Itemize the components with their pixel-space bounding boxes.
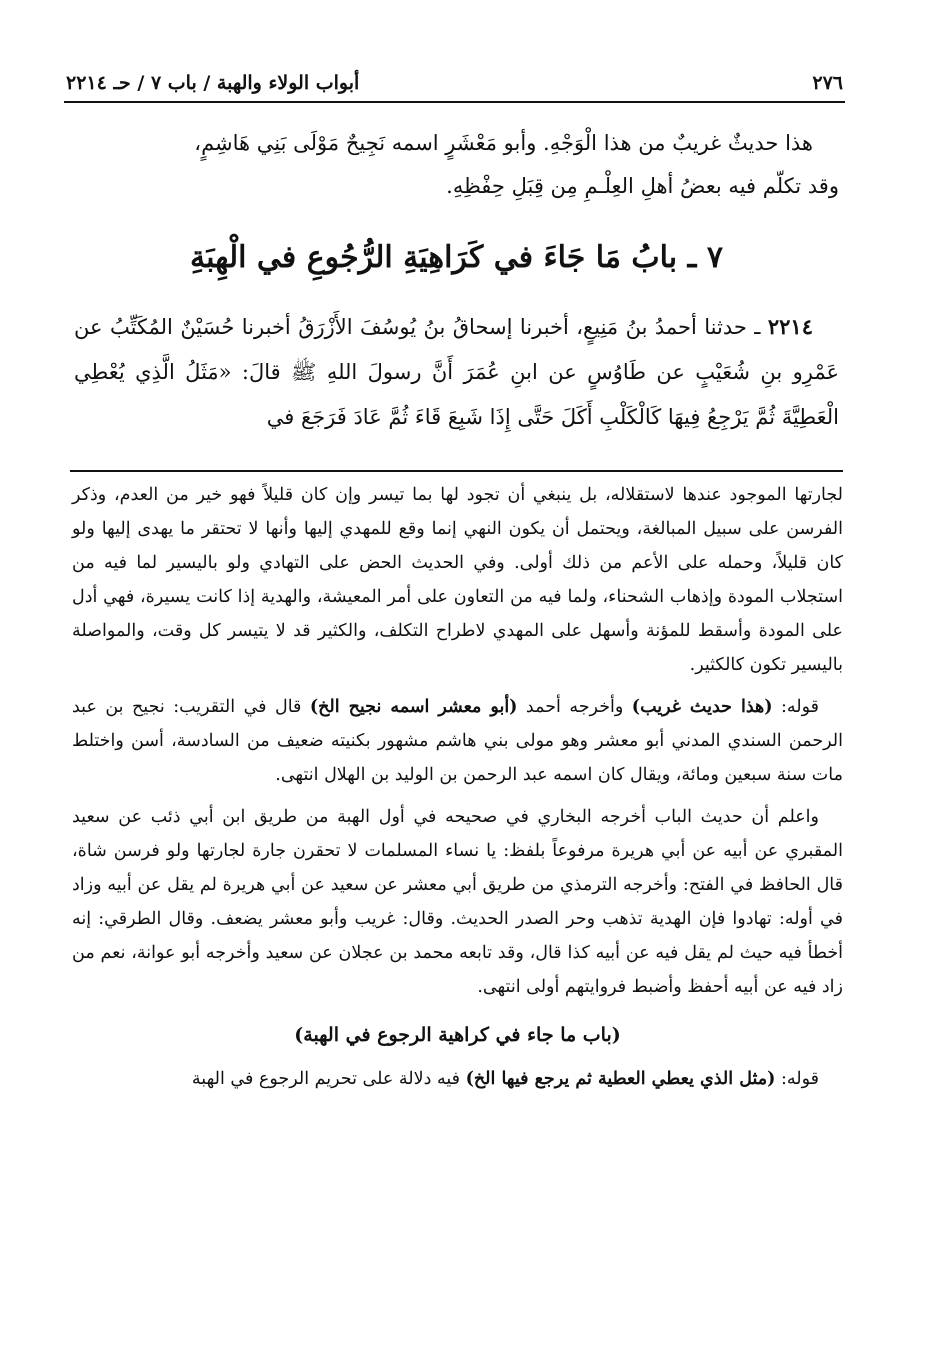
main-text-line: وقد تكلّم فيه بعضُ أهلِ العِلْـمِ مِن قِبَلِ حِفْظِهِ. [446,174,839,198]
commentary-text: قال في التقريب: نجيح بن عبد الرحمن السندي المدني أبو معشر وهو مولى بني هاشم مشهور بكنيته ضعيف من السادسة، أسن واختلط مات سنة سبعين ومائة، ويقال كان اسمه عبد الرحمن بن الوليد بن الهلال انتهى. [72,697,843,785]
hadith-number: ٢٢١٤ [767,314,813,339]
commentary-divider [70,470,843,472]
commentary-paragraph [72,690,843,792]
quoted-phrase: (أبو معشر اسمه نجيح الخ) [309,697,518,717]
commentary-text: فيه دلالة على تحريم الرجوع في الهبة [191,1069,466,1089]
quoted-phrase: (مثل الذي يعطي العطية ثم يرجع فيها الخ) [465,1069,776,1089]
running-head [66,66,843,100]
quote-lead: قوله: [772,697,819,717]
commentary-paragraph: واعلم أن حديث الباب أخرجه البخاري في صحيحه في أول الهبة من طريق ابن أبي ذئب عن سعيد المقبري عن أبيه عن أبي هريرة مرفوعاً بلفظ: يا نساء المسلمات لا تحقرن جارة لجارتها ولو فرسن شاة، قال الحافظ في الفتح: وأخرجه الترمذي من طريق أبي معشر عن سعيد عن أبي هريرة لم يقل عن أبيه وزاد في أوله: تهادوا فإن الهدية تذهب وحر الصدر الحديث. وقال: غريب وأبو معشر يضعف. وقال الطرقي: إنه أخطأ فيه حيث لم يقل فيه عن أبيه كذا قال، وقد تابعه محمد بن عجلان عن سعيد وأخرجه أبو عوانة، نعم من زاد فيه عن أبيه أحفظ وأضبط فروايتهم أولى انتهى. [72,807,844,997]
header-rule [64,101,845,103]
hadith-body: ـ حدثنا أحمدُ بنُ مَنِيعٍ، أخبرنا إسحاقُ بنُ يُوسُفَ الأَزْرَقُ أخبرنا حُسَيْنٌ المُكَتِّبُ عن عَمْرِو بنِ شُعَيْبٍ عن طَاوُسٍ عن ابنِ عُمَرَ أَنَّ رسولَ اللهِ ﷺ قالَ: «مَثَلُ الَّذِي يُعْطِي الْعَطِيَّةَ ثُمَّ يَرْجِعُ فِيهَا كَالْكَلْبِ أَكَلَ حَتَّى إِذَا شَبِعَ قَاءَ ثُمَّ عَادَ فَرَجَعَ في [74,315,839,429]
commentary-paragraph [72,1062,843,1096]
main-text [74,122,839,208]
commentary-text: وأخرجه أحمد [517,697,632,717]
running-title: أبواب الولاء والهبة / باب ٧ / حـ ٢٢١٤ [66,72,360,94]
page-number: ٢٧٦ [812,72,843,94]
main-text-line: هذا حديثٌ غريبٌ من هذا الْوَجْهِ. وأبو مَعْشَرٍ اسمه نَجِيحٌ مَوْلَى بَنِي هَاشِمٍ، [194,131,813,155]
quote-lead: قوله: [775,1069,819,1089]
commentary-subtitle: (باب ما جاء في كراهية الرجوع في الهبة) [294,1024,621,1046]
chapter-title: ٧ ـ بابُ مَا جَاءَ في كَرَاهِيَةِ الرُّجُوعِ في الْهِبَةِ [190,240,723,275]
quoted-phrase: (هذا حديث غريب) [631,697,773,717]
commentary-paragraph: لجارتها الموجود عندها لاستقلاله، بل ينبغي أن تجود لها بما تيسر وإن كان قليلاً فهو خير من العدم، وذكر الفرسن على سبيل المبالغة، ويحتمل أن يكون النهي إنما وقع للمهدي إليها وأنها لا تحتقر ما يهدى إليها ولو كان قليلاً، وحمله على الأعم من ذلك أولى. وفي الحديث الحض على التهادي ولو باليسير لما فيه من استجلاب المودة وإذهاب الشحناء، ولما فيه من التعاون على أمر المعيشة، والهدية إذا كانت يسيرة، فهي أدل على المودة وأسقط للمؤنة وأسهل على المهدي لاطراح التكلف، والكثير قد لا يتيسر كل وقت، والمواصلة باليسير تكون كالكثير. [72,485,843,675]
commentary [72,478,843,1104]
hadith-text [74,304,839,440]
